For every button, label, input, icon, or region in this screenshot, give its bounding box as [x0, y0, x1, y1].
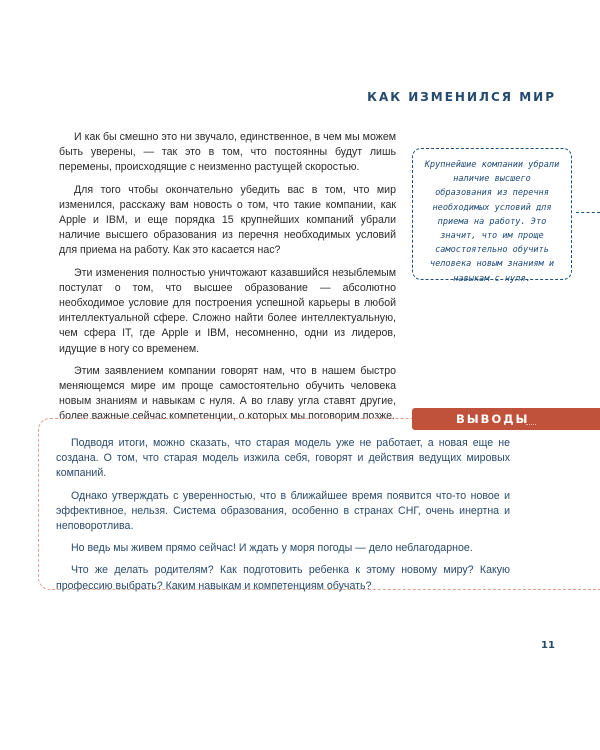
sidebar-connector-line: [576, 212, 600, 213]
sidebar-callout: [412, 148, 572, 284]
conclusions-paragraph-1: Подводя итоги, можно сказать, что старая модель уже не работает, а новая еще не создана. О том, что старая модель изжила себя, говорят и действия ведущих мировых компаний.: [56, 437, 510, 480]
section-title: КАК ИЗМЕНИЛСЯ МИР: [367, 90, 556, 104]
main-paragraph-3: Эти изменения полностью уничтожают казавшийся незыблемым постулат о том, что высшее образование — абсолютно необходимое условие для построения успешной карьеры в любой интеллектуальной сфере. Сложно найти более интеллектуальную, чем сфера IT, где Apple и IBM, несомненно, одни из лидеров, идущие в ногу со временем.: [59, 266, 396, 355]
conclusions-paragraph-3: Но ведь мы живем прямо сейчас! И ждать у моря погоды — дело неблагодарное.: [71, 542, 473, 555]
sidebar-callout-text: Крупнейшие компании убрали наличие высшего образования из перечня необходимых условий для приема на работу. Это значит, что им проще самостоятельно обучить человека новым знаниям и навыкам с нуля.: [424, 160, 560, 284]
conclusions-header-bar: [412, 408, 600, 430]
conclusions-paragraph-2: Однако утверждать с уверенностью, что в ближайшее время появится что-то новое и эффективное, нельзя. Система образования, особенно в странах СНГ, очень инертна и неповоротлива.: [56, 489, 510, 533]
conclusions-title: ВЫВОДЫ: [456, 412, 530, 426]
conclusions-text: [56, 436, 510, 601]
page-number: 11: [541, 640, 555, 651]
conclusions-paragraph-4: Что же делать родителям? Как подготовить ребенка к этому новому миру? Какую профессию выбрать? Каким навыкам и компетенциям обучать?: [56, 564, 510, 592]
main-paragraph-1: И как бы смешно это ни звучало, единственное, в чем мы можем быть уверены, — так это в том, что постоянны будут лишь перемены, происходящие с неизменно растущей скоростью.: [59, 131, 396, 174]
main-paragraph-2: Для того чтобы окончательно убедить вас в том, что мир изменился, расскажу вам новость о том, что такие компании, как Apple и IBM, и еще порядка 15 крупнейших компаний убрали наличие высшего образования из перечня необходимых условий для приема на работу. Как это касается нас?: [59, 183, 396, 257]
main-paragraph-4: Этим заявлением компании говорят нам, что в нашем быстро меняющемся мире им проще самостоятельно обучить человека новым знаниям и навыкам с нуля. А во главу угла ставят другие, более важные сейчас компетенции, о которых мы поговорим позже.: [59, 364, 396, 423]
bar-decoration: [526, 424, 536, 427]
main-text: [59, 130, 396, 432]
